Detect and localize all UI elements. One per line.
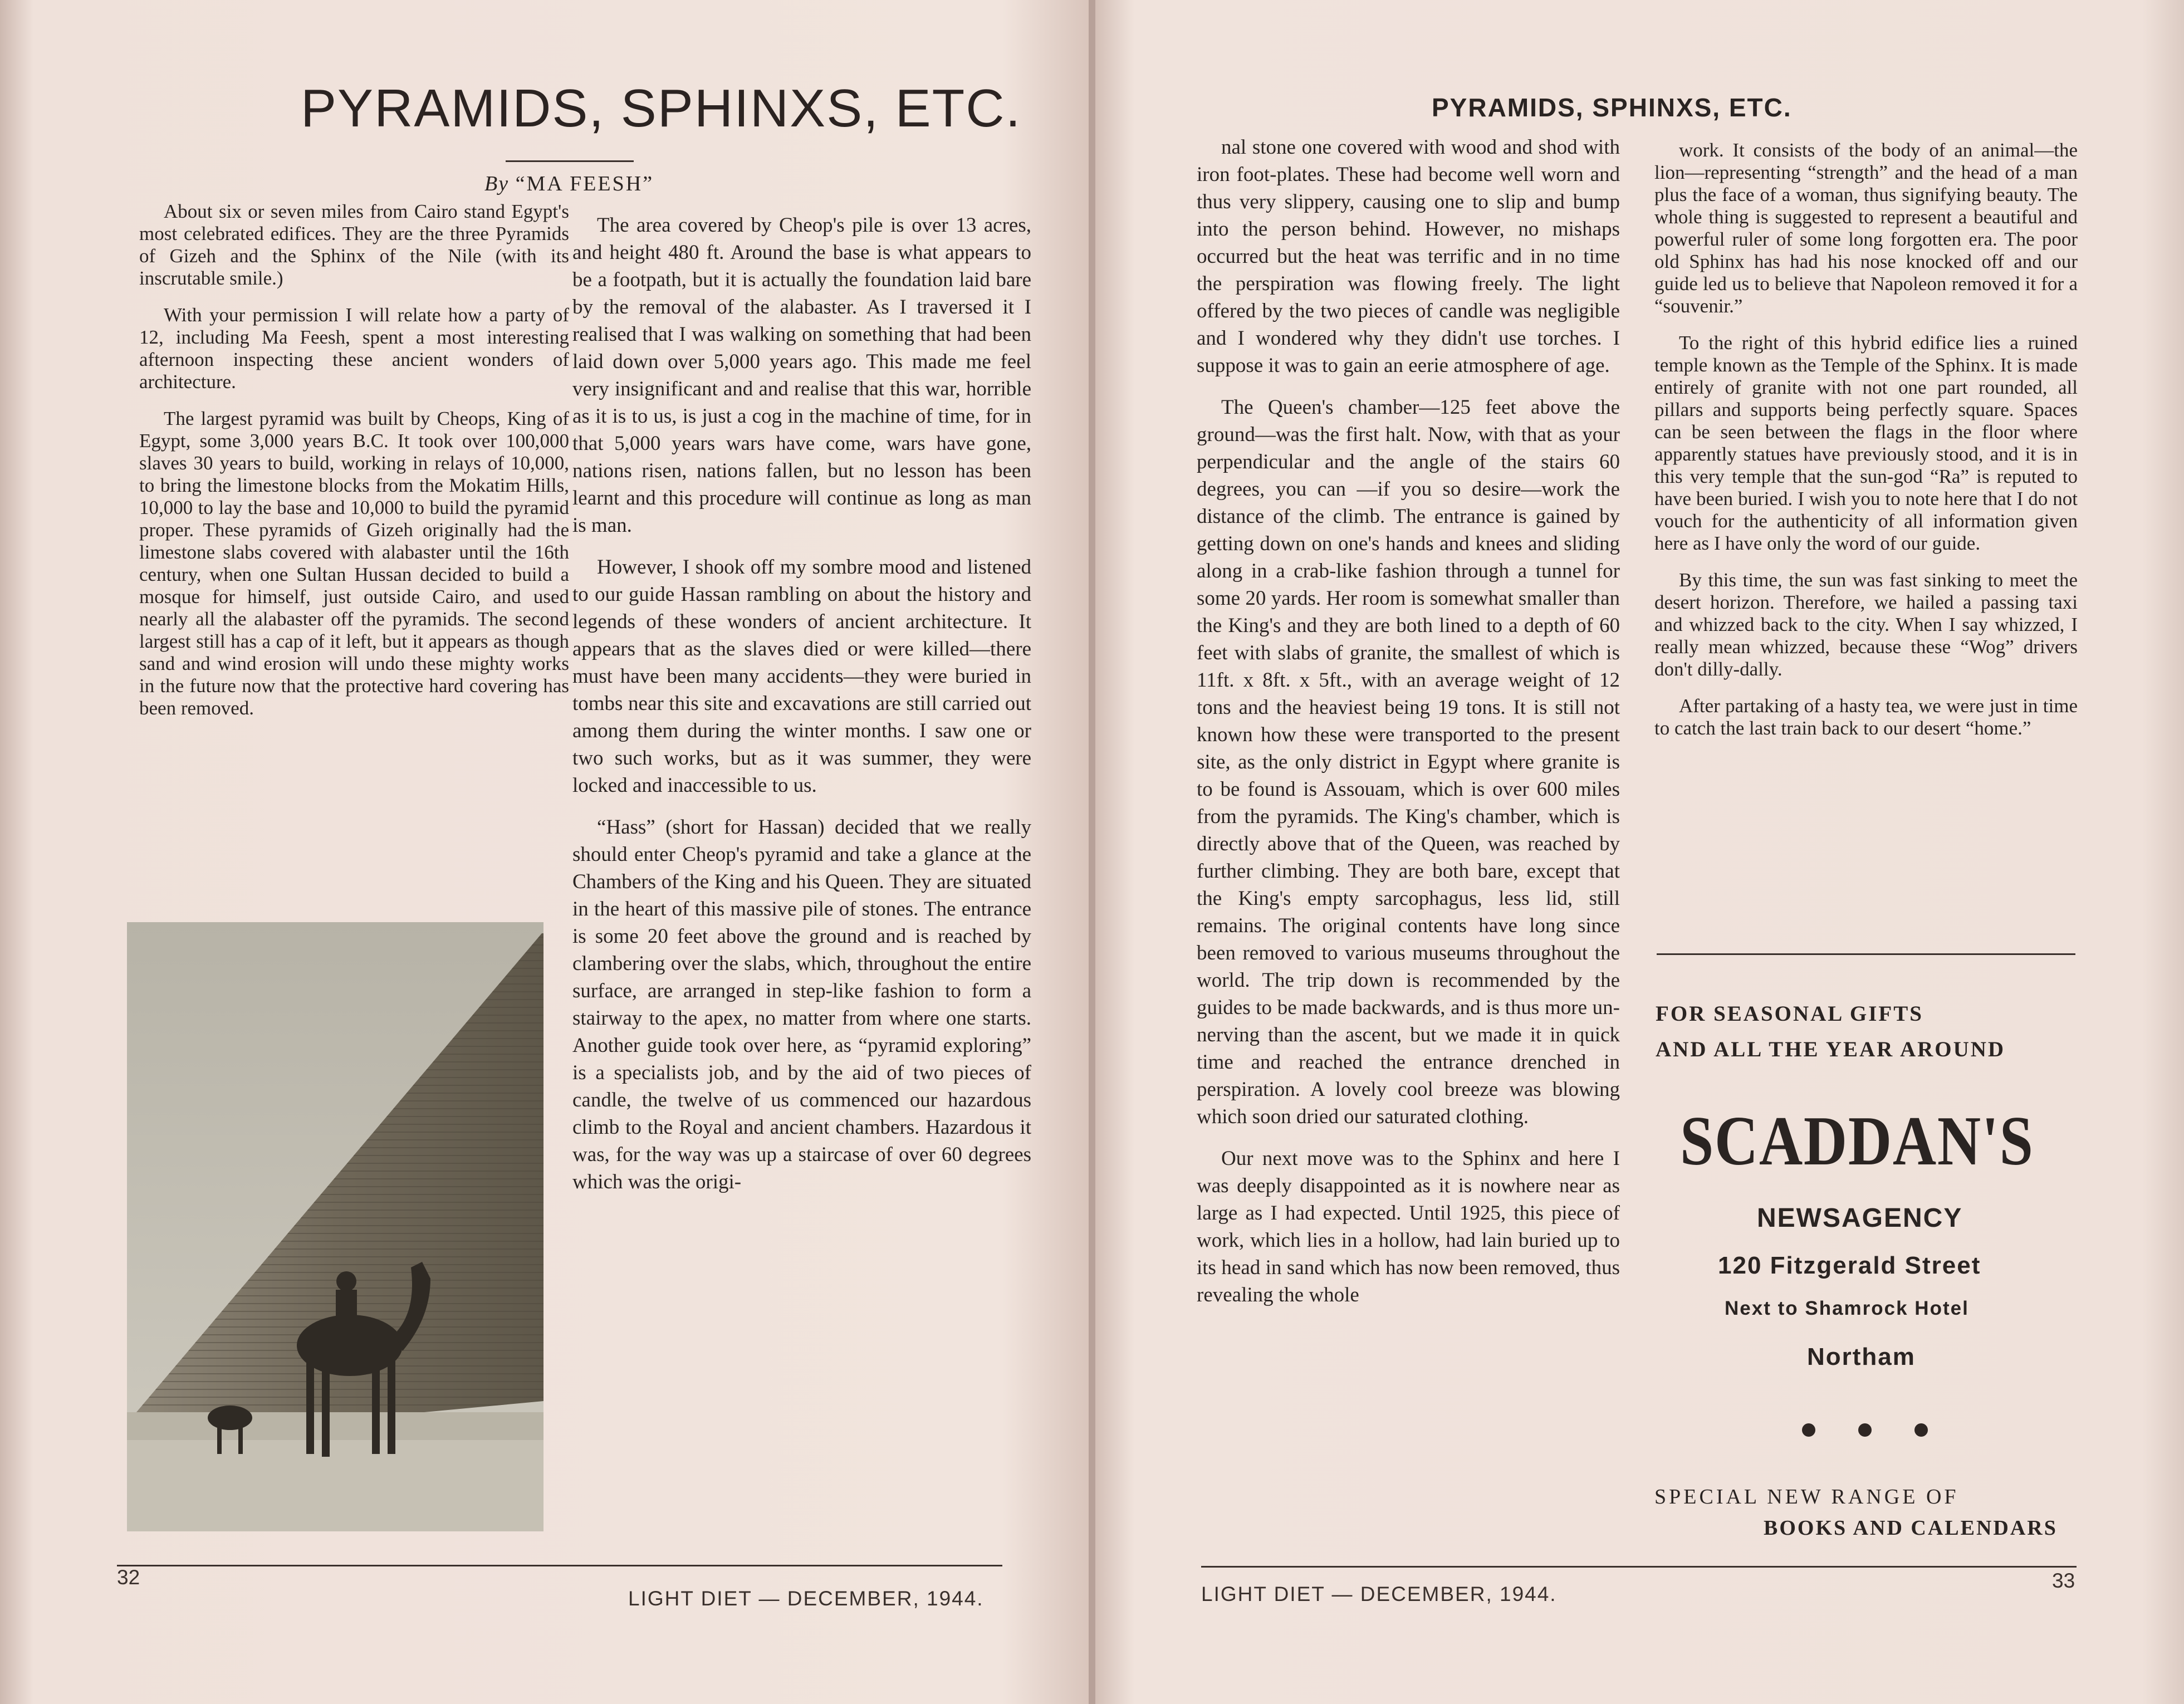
paragraph: The Queen's chamber—125 feet above the ground—was the first halt. Now, with that as your perpendicular and the angle of the stairs 60 degrees, you can —if you so desire—work the distance of the climb. The entrance is gained by getting down on one's hands and knees and sliding along in a crab-like fashion through a tunnel for some 20 yards. Her room is somewhat smaller than the King's and they are both lined to a depth of 60 feet with slabs of granite, the smallest of which is 11ft. x 8ft. x 5ft., with an average weight of 12 tons and the heaviest being 19 tons. It is still not known how these were transported to the present site, as the only district in Egypt where granite is to be found is Assouam, which is over 600 miles from the pyramids. The King's chamber, which is directly above that of the Queen, was reached by further climbing. They are both bare, except that the King's empty sarcophagus, less lid, still remains. The original contents have long since been removed to various museums throughout the world. The trip down is recommended by the guides to be made backwards, and is thus more un-nerving than the ascent, but we made it in quick time and reached the entrance drenched in perspiration. A lovely cool breeze was blowing which soon dried our saturated clothing.	[1197, 396, 1620, 1128]
footer-text: LIGHT DIET — DECEMBER, 1944.	[1201, 1583, 1557, 1605]
paragraph: To the right of this hybrid edifice lies a ruined temple known as the Temple of the Sphinx. It is made entirely of granite with not one part rounded, all pillars and supports being perfectly square. Spaces can be seen between the flags in the floor where apparently statues have previously stood, and it is in this very temple that the sun-god “Ra” is reputed to have been buried. I wish you to note here that I do not vouch for the authenticity of all information given here as I have only the word of our guide.	[1654, 332, 2078, 554]
ad-landmark: Next to Shamrock Hotel	[1725, 1297, 1969, 1319]
paragraph: However, I shook off my sombre mood and listened to our guide Hassan rambling on about the history and legends of these wonders of ancient architecture. It appears that as the slaves died or were killed—there must have been many accidents—they were buried in tombs near this site and excavations are still carried out among them during the winter months. I saw one or two such works, but as it was summer, they were locked and inaccessible to us.	[572, 556, 1031, 797]
ad-dot	[1914, 1423, 1928, 1437]
footer-text: LIGHT DIET — DECEMBER, 1944.	[628, 1587, 984, 1610]
ad-dot	[1802, 1423, 1815, 1437]
paragraph: The area covered by Cheop's pile is over 13 acres, and height 480 ft. Around the base is what appears to be a footpath, but it is actually the foundation laid bare by the removal of the alabaster. As I traversed it I realised that I was walking on something that had been laid down over 5,000 years ago. This made me feel very insignificant and and realise that this war, horrible as it is to us, is just a cog in the machine of time, for in that 5,000 years wars have come, wars have gone, nations risen, nations fallen, but no lesson has been learnt and this procedure will continue as long as man is man.	[572, 214, 1031, 537]
page-number: 33	[2052, 1569, 2075, 1592]
running-head: PYRAMIDS, SPHINXS, ETC.	[1432, 93, 1792, 122]
paragraph: “Hass” (short for Hassan) decided that we really should enter Cheop's pyramid and take a glance at the Chambers of the King and his Queen. They are situated in the heart of this massive pile of stones. The entrance is some 20 feet above the ground and is reached by clambering over the slabs, which, throughout the entire surface, are arranged in step-like fashion to form a stairway to the apex, no matter from where one starts. Another guide took over here, as “pyramid exploring” is a specialists job, and by the aid of two pieces of candle, the twelve of us commenced our hazardous climb to the Royal and ancient chambers. Hazardous it was, for the way was up a staircase of over 60 degrees which was the origi-	[572, 816, 1031, 1193]
byline-name: “MA FEESH”	[515, 172, 654, 195]
paragraph: With your permission I will relate how a party of 12, including Ma Feesh, spent a most interesting afternoon inspecting these ancient wonders of architecture.	[139, 304, 569, 393]
ad-brand-name: SCADDAN'S	[1680, 1103, 2034, 1180]
byline-prefix: By	[484, 172, 510, 195]
right-column-1	[1197, 134, 1620, 1323]
paragraph: The largest pyramid was built by Cheops, King of Egypt, some 3,000 years B.C. It took over 100,000 slaves 30 years to build, working in relays of 10,000, to bring the limestone blocks from the Mokatim Hills, 10,000 to lay the base and 10,000 to build the pyramid proper. These pyramids of Gizeh originally had the limestone slabs covered with alabaster until the 16th century, when one Sultan Hussan decided to build a mosque for himself, just outside Cairo, and used nearly all the alabaster off the pyramids. The second largest still has a cap of it left, but it appears as though sand and wind erosion will undo these mighty works in the future now that the protective hard covering has been removed.	[139, 408, 569, 719]
paragraph: Our next move was to the Sphinx and here I was deeply disappointed as it is nowhere near as large as I had expected. Until 1925, this piece of work, which lies in a hollow, had lain buried up to its head in sand which has now been removed, thus revealing the whole	[1197, 1147, 1620, 1306]
ad-dot	[1858, 1423, 1872, 1437]
left-page	[0, 0, 1089, 1704]
paragraph: work. It consists of the body of an animal—the lion—representing “strength” and the head of a man plus the face of a woman, thus signifying beauty. The whole thing is suggested to represent a beautiful and powerful ruler of some long forgotten era. The poor old Sphinx has had his nose knocked off and our guide led us to believe that Napoleon removed it for a “souvenir.”	[1654, 139, 2078, 317]
article-title: PYRAMIDS, SPHINXS, ETC.	[301, 79, 1022, 138]
ad-address: 120 Fitzgerald Street	[1718, 1252, 1981, 1279]
ad-business-type: NEWSAGENCY	[1757, 1203, 1963, 1233]
right-page	[1095, 0, 2184, 1704]
left-column-2	[572, 212, 1031, 1210]
footer-rule	[117, 1565, 1002, 1566]
title-rule	[506, 160, 634, 162]
paragraph: By this time, the sun was fast sinking to meet the desert horizon. Therefore, we hailed a passing taxi and whizzed back to the city. When I say whizzed, I really mean whizzed, because these “Wog” drivers don't dilly-dally.	[1654, 569, 2078, 680]
ad-line-products: BOOKS AND CALENDARS	[1764, 1516, 2058, 1540]
left-column-1	[139, 200, 569, 734]
footer-rule	[1201, 1566, 2077, 1568]
paragraph: After partaking of a hasty tea, we were just in time to catch the last train back to our desert “home.”	[1654, 695, 2078, 739]
right-column-2	[1654, 139, 2078, 754]
ad-town: Northam	[1807, 1343, 1916, 1370]
ad-line-seasonal: FOR SEASONAL GIFTS	[1656, 1002, 1923, 1026]
byline	[484, 172, 741, 196]
ad-line-year: AND ALL THE YEAR AROUND	[1656, 1037, 2006, 1061]
pyramid-camel-photo	[127, 922, 543, 1531]
paragraph: nal stone one covered with wood and shod with iron foot-plates. These had become well worn and thus very slippery, causing one to slip and bump into the person behind. However, no mishaps occurred but the heat was terrific and in no time the perspiration was flowing freely. The light offered by the two pieces of candle was negligible and I wondered why they didn't use torches. I suppose it was to gain an eerie atmosphere of age.	[1197, 136, 1620, 377]
page-number: 32	[117, 1566, 140, 1589]
gutter	[1089, 0, 1095, 1704]
paragraph: About six or seven miles from Cairo stand Egypt's most celebrated edifices. They are the three Pyramids of Gizeh and the Sphinx of the Nile (with its inscrutable smile.)	[139, 200, 569, 289]
ad-line-special: SPECIAL NEW RANGE OF	[1654, 1485, 1959, 1509]
ad-rule	[1657, 953, 2075, 955]
